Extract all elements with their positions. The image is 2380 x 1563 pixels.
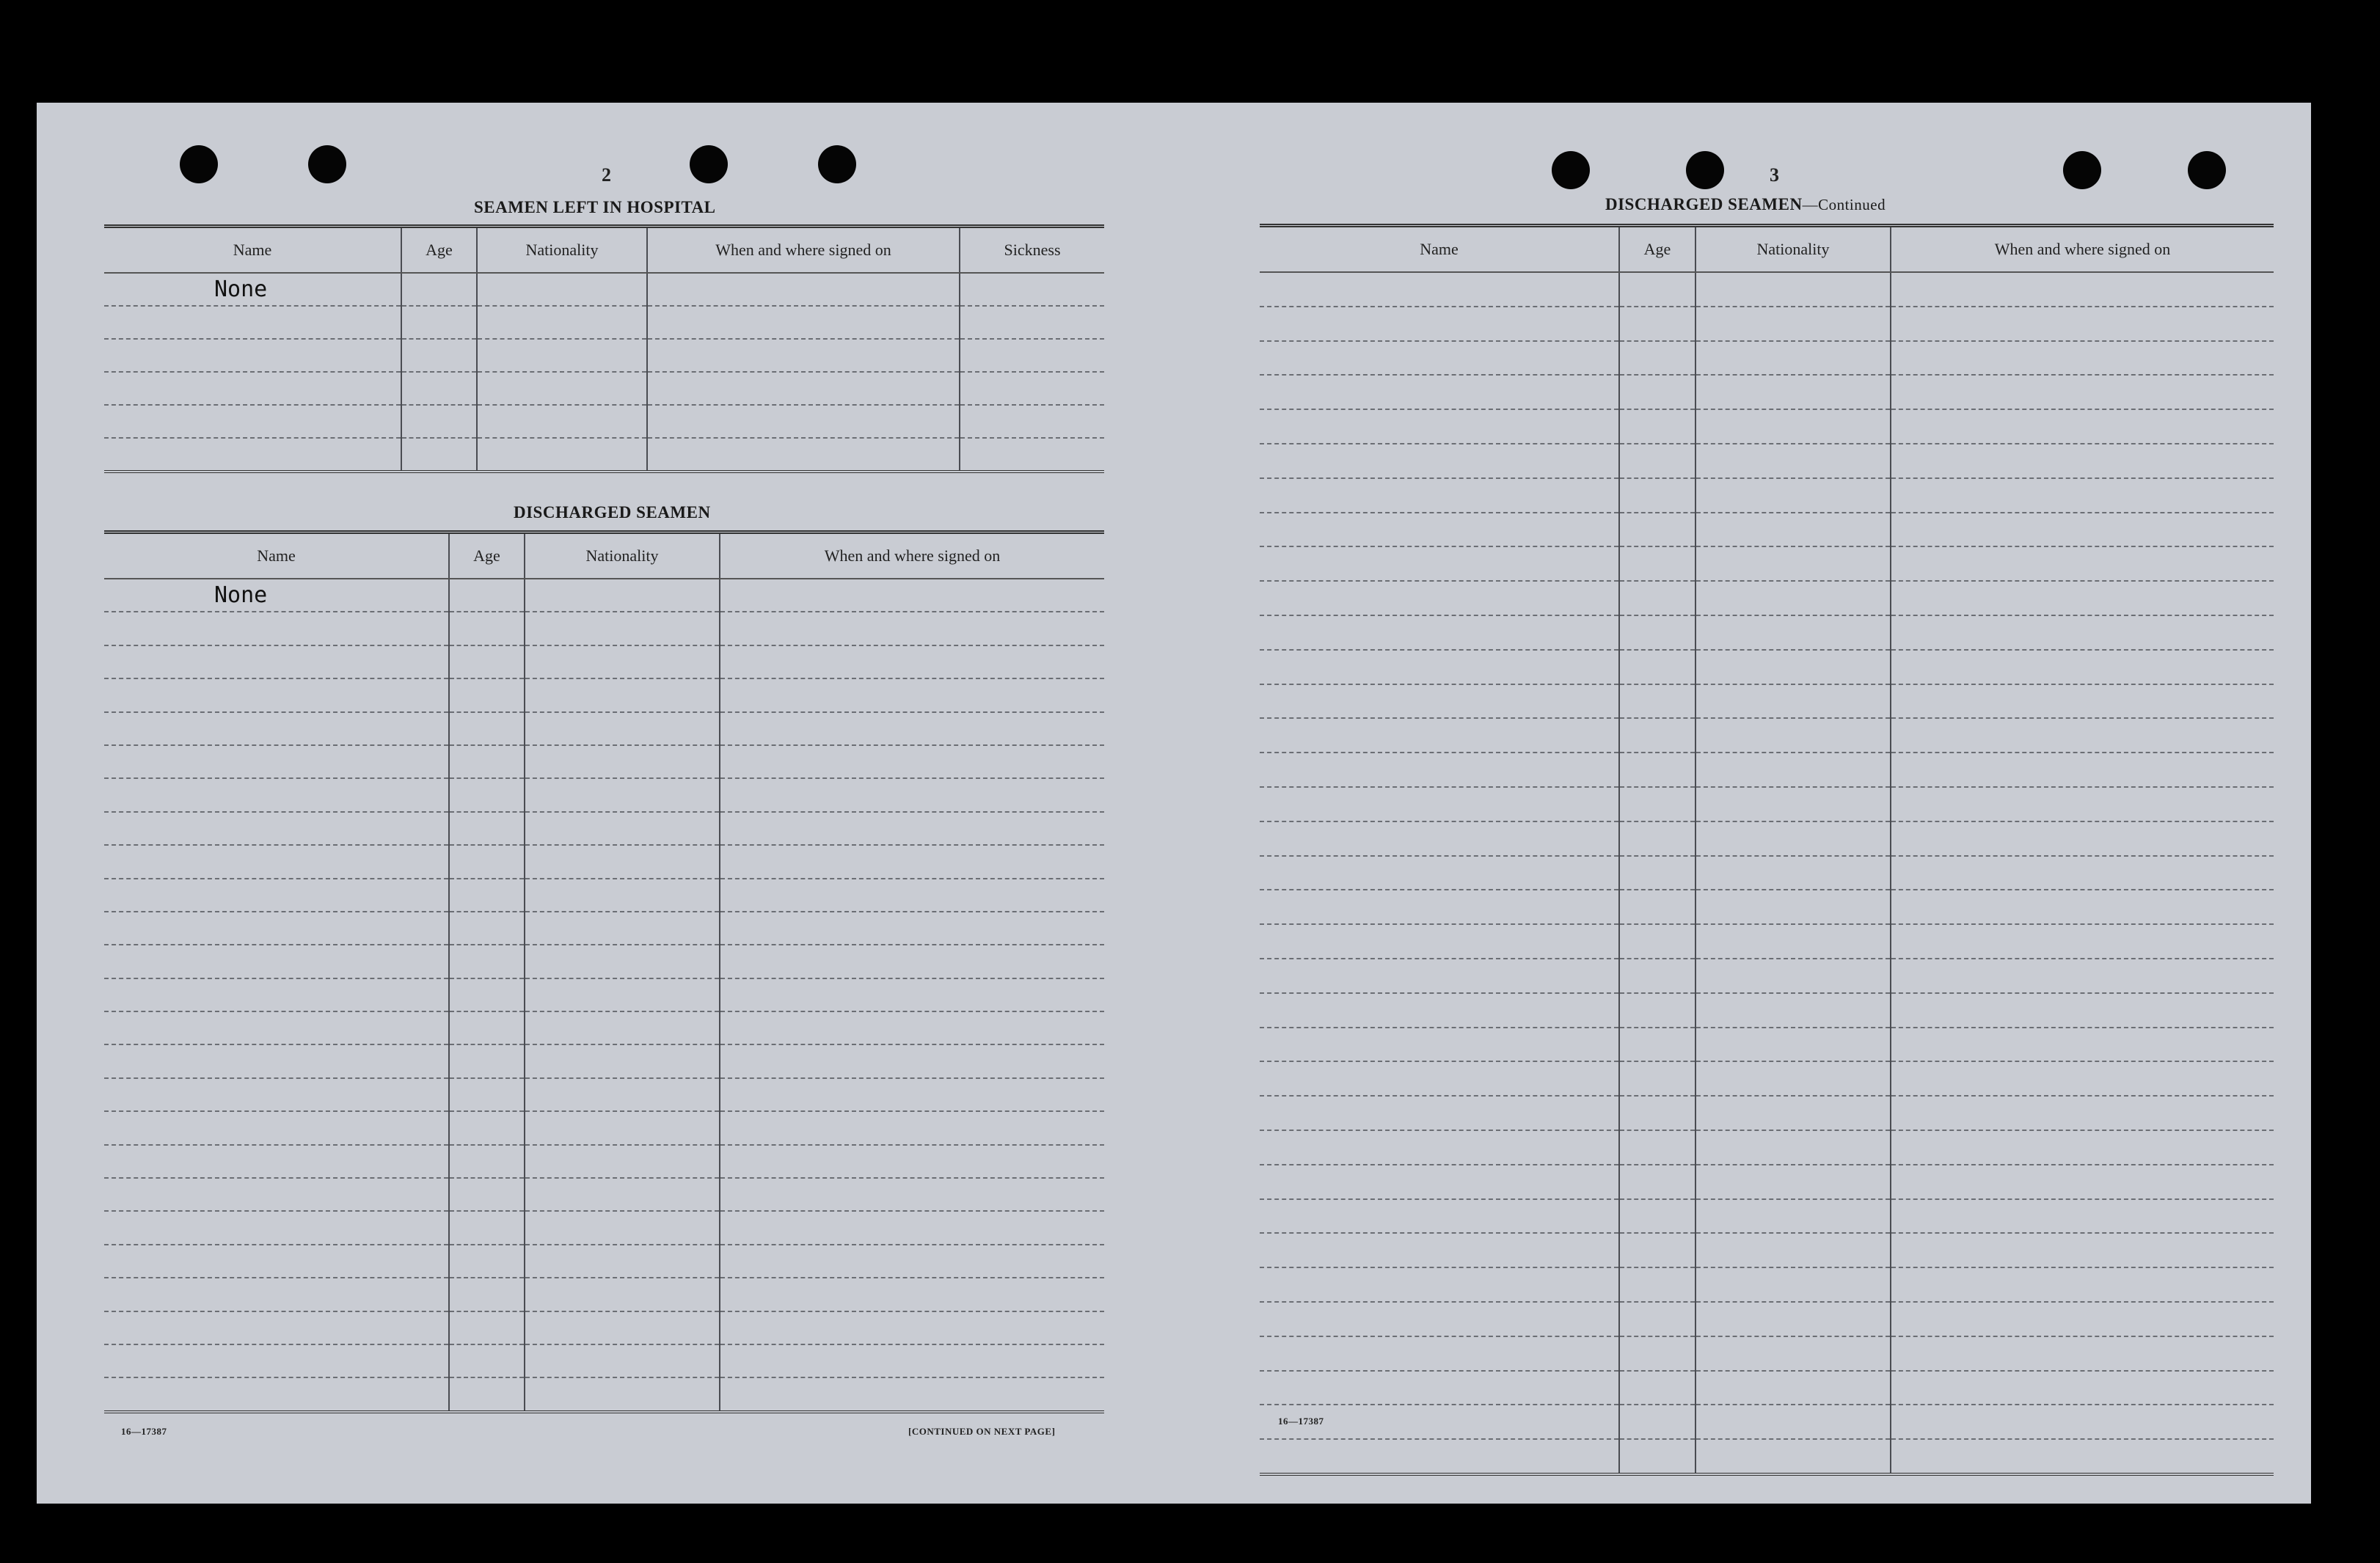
continued-label: —Continued (1802, 196, 1886, 213)
table-row (104, 945, 1104, 978)
table-row (1260, 924, 2274, 959)
table-row (104, 1111, 1104, 1144)
table-row (1260, 1371, 2274, 1405)
table-row (104, 1011, 1104, 1044)
table-row (104, 645, 1104, 678)
col-header-signed-on: When and where signed on (647, 227, 960, 274)
continued-note: [CONTINUED ON NEXT PAGE] (908, 1426, 1056, 1437)
table-row (1260, 787, 2274, 821)
col-header-nationality: Nationality (1695, 226, 1891, 273)
table-row (104, 745, 1104, 778)
table-row (104, 845, 1104, 878)
col-header-age: Age (1619, 226, 1695, 273)
punch-hole (2063, 151, 2101, 189)
table-row (104, 1145, 1104, 1178)
table-row (1260, 546, 2274, 581)
page-number-right: 3 (1770, 164, 1779, 186)
col-header-age: Age (449, 532, 525, 579)
table-row (1260, 341, 2274, 376)
table-row (1260, 581, 2274, 615)
table-row (104, 778, 1104, 811)
page-number-left: 2 (602, 164, 611, 186)
table-row (104, 1278, 1104, 1311)
table-row (104, 612, 1104, 645)
table-row (1260, 1096, 2274, 1130)
table-row (104, 579, 1104, 612)
table-row (104, 712, 1104, 745)
table-row (1260, 1199, 2274, 1234)
table-row (104, 1311, 1104, 1344)
table-row (104, 879, 1104, 912)
table-row (1260, 1165, 2274, 1199)
table-row (1260, 409, 2274, 444)
discharged-table (104, 530, 1104, 1413)
table-row (104, 1078, 1104, 1111)
table-row (104, 978, 1104, 1011)
table-row (1260, 375, 2274, 409)
table-row (104, 1178, 1104, 1211)
punch-hole (818, 145, 856, 183)
table-row (1260, 856, 2274, 890)
col-header-name: Name (104, 532, 449, 579)
table-row (1260, 959, 2274, 993)
col-header-signed-on: When and where signed on (1891, 226, 2274, 273)
name-cell: None (104, 579, 449, 612)
punch-hole (1686, 151, 1724, 189)
discharged-continued-table (1260, 224, 2274, 1476)
table-row (1260, 272, 2274, 307)
table-row (1260, 1405, 2274, 1439)
punch-hole (690, 145, 728, 183)
punch-hole (308, 145, 346, 183)
table-row (104, 273, 1104, 306)
table-row (104, 1377, 1104, 1411)
table-row (1260, 993, 2274, 1028)
table-row (104, 1211, 1104, 1244)
table-row (1260, 718, 2274, 753)
table-row (1260, 1233, 2274, 1267)
table-row (104, 812, 1104, 845)
discharged-continued-title-main: DISCHARGED SEAMEN (1605, 195, 1803, 213)
hospital-table (104, 224, 1104, 473)
col-header-name: Name (104, 227, 401, 274)
table-row (1260, 1061, 2274, 1096)
table-row (1260, 650, 2274, 684)
col-header-name: Name (1260, 226, 1619, 273)
table-row (104, 306, 1104, 339)
table-row (1260, 615, 2274, 650)
table-row (1260, 1130, 2274, 1165)
table-row (1260, 821, 2274, 856)
discharged-continued-title (1605, 195, 1886, 214)
table-row (1260, 1302, 2274, 1336)
table-row (1260, 444, 2274, 478)
table-row (1260, 753, 2274, 787)
col-header-sickness: Sickness (960, 227, 1104, 274)
col-header-signed-on: When and where signed on (720, 532, 1104, 579)
table-row (104, 339, 1104, 372)
form-number-right: 16—17387 (1278, 1416, 1324, 1427)
table-row (1260, 684, 2274, 719)
table-row (1260, 513, 2274, 547)
table-row (1260, 890, 2274, 924)
table-row (1260, 307, 2274, 341)
table-row (104, 1044, 1104, 1077)
table-row (1260, 1028, 2274, 1062)
table-row (1260, 1439, 2274, 1474)
col-header-nationality: Nationality (477, 227, 647, 274)
punch-hole (1552, 151, 1590, 189)
table-row (104, 1245, 1104, 1278)
name-cell: None (104, 273, 401, 306)
col-header-age: Age (401, 227, 477, 274)
hospital-section-title: SEAMEN LEFT IN HOSPITAL (474, 198, 716, 216)
discharged-section-title: DISCHARGED SEAMEN (514, 503, 711, 521)
form-number-left: 16—17387 (121, 1426, 167, 1437)
table-row (104, 1344, 1104, 1377)
table-row (104, 438, 1104, 472)
form-sheet (37, 103, 2311, 1504)
punch-hole (180, 145, 218, 183)
table-row (104, 678, 1104, 711)
table-row (1260, 1336, 2274, 1371)
table-row (1260, 478, 2274, 513)
punch-hole (2188, 151, 2226, 189)
table-row (104, 405, 1104, 438)
table-row (104, 372, 1104, 405)
col-header-nationality: Nationality (525, 532, 720, 579)
table-row (1260, 1267, 2274, 1302)
table-row (104, 912, 1104, 945)
